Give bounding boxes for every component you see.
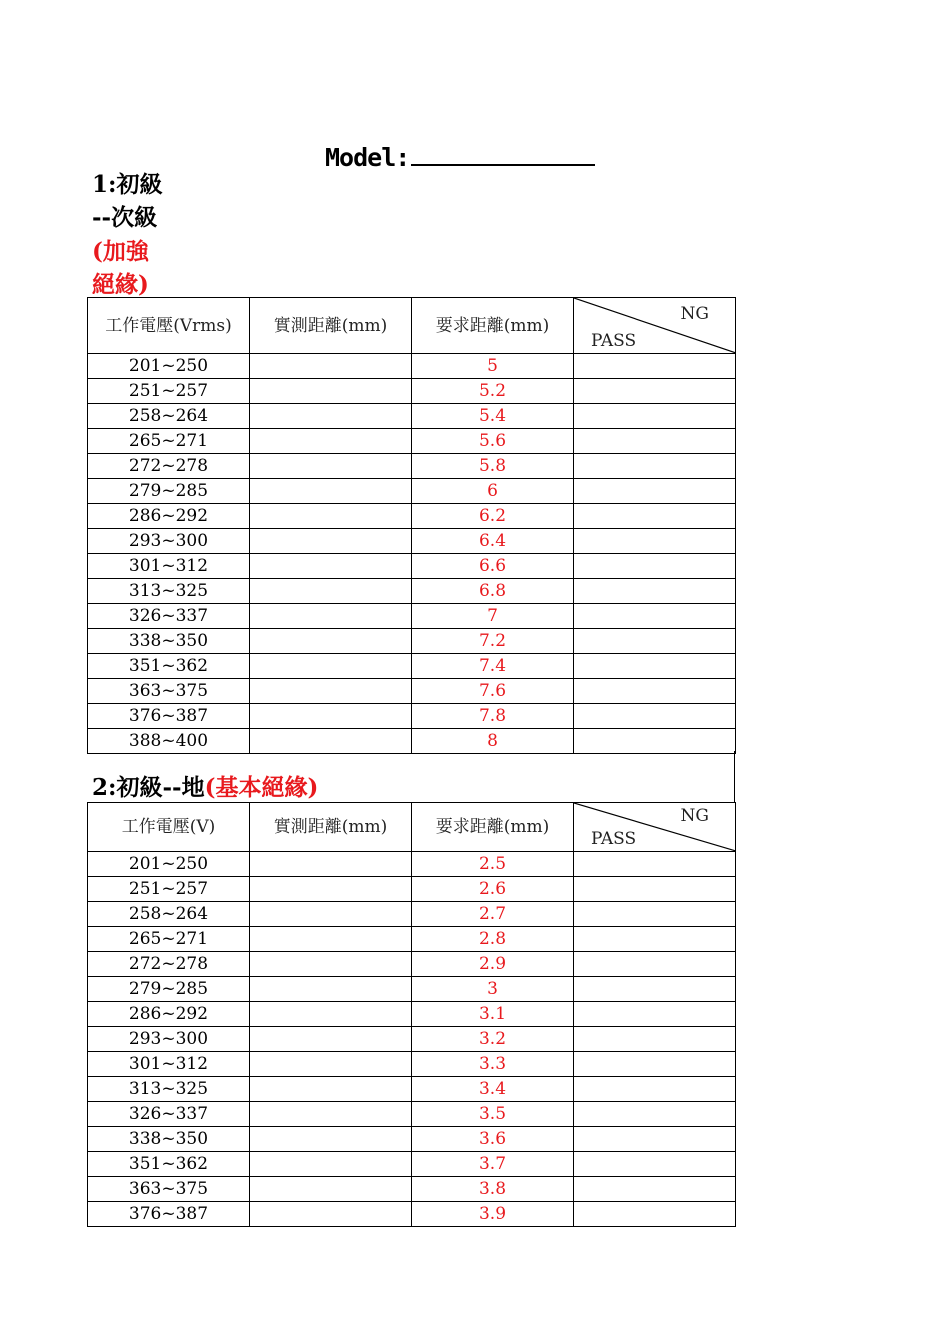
voltage-cell: 265~271	[88, 429, 250, 454]
voltage-cell: 301~312	[88, 1052, 250, 1077]
required-distance-cell: 7.4	[412, 654, 574, 679]
required-distance-cell: 7	[412, 604, 574, 629]
required-distance-cell: 6.6	[412, 554, 574, 579]
measured-distance-cell[interactable]	[250, 902, 412, 927]
header-working-voltage: 工作電壓(V)	[88, 803, 250, 852]
voltage-cell: 272~278	[88, 454, 250, 479]
table-row	[88, 504, 736, 529]
required-distance-cell: 3.1	[412, 1002, 574, 1027]
table-row	[88, 479, 736, 504]
pass-ng-cell[interactable]	[574, 354, 736, 379]
pass-ng-cell[interactable]	[574, 1127, 736, 1152]
measured-distance-cell[interactable]	[250, 1177, 412, 1202]
basic-insulation-table	[87, 802, 736, 1227]
table-row	[88, 952, 736, 977]
voltage-cell: 201~250	[88, 354, 250, 379]
table-row	[88, 379, 736, 404]
required-distance-cell: 6.2	[412, 504, 574, 529]
pass-ng-cell[interactable]	[574, 629, 736, 654]
table-row	[88, 1102, 736, 1127]
table-row	[88, 729, 736, 754]
measured-distance-cell[interactable]	[250, 504, 412, 529]
pass-ng-cell[interactable]	[574, 704, 736, 729]
pass-ng-cell[interactable]	[574, 404, 736, 429]
voltage-cell: 251~257	[88, 379, 250, 404]
table-row	[88, 704, 736, 729]
section1-title-line3: (加強	[92, 238, 149, 265]
measured-distance-cell[interactable]	[250, 429, 412, 454]
pass-ng-cell[interactable]	[574, 952, 736, 977]
measured-distance-cell[interactable]	[250, 1127, 412, 1152]
ng-label: NG	[680, 304, 709, 324]
voltage-cell: 351~362	[88, 1152, 250, 1177]
pass-ng-cell[interactable]	[574, 1002, 736, 1027]
voltage-cell: 313~325	[88, 579, 250, 604]
required-distance-cell: 7.8	[412, 704, 574, 729]
header-pass-ng	[574, 803, 736, 852]
table-row	[88, 429, 736, 454]
table-row	[88, 629, 736, 654]
voltage-cell: 326~337	[88, 1102, 250, 1127]
measured-distance-cell[interactable]	[250, 977, 412, 1002]
reinforced-insulation-table	[87, 297, 736, 754]
model-field	[325, 142, 595, 172]
voltage-cell: 251~257	[88, 877, 250, 902]
table-row	[88, 354, 736, 379]
header-pass-ng	[574, 298, 736, 354]
voltage-cell: 363~375	[88, 1177, 250, 1202]
required-distance-cell: 2.8	[412, 927, 574, 952]
measured-distance-cell[interactable]	[250, 1202, 412, 1227]
pass-ng-cell[interactable]	[574, 729, 736, 754]
pass-ng-cell[interactable]	[574, 529, 736, 554]
voltage-cell: 258~264	[88, 404, 250, 429]
header-required-distance: 要求距離(mm)	[412, 298, 574, 354]
required-distance-cell: 3	[412, 977, 574, 1002]
voltage-cell: 363~375	[88, 679, 250, 704]
required-distance-cell: 2.7	[412, 902, 574, 927]
table-header-row	[88, 298, 736, 354]
voltage-cell: 313~325	[88, 1077, 250, 1102]
measured-distance-cell[interactable]	[250, 454, 412, 479]
voltage-cell: 376~387	[88, 1202, 250, 1227]
table-row	[88, 654, 736, 679]
pass-ng-cell[interactable]	[574, 877, 736, 902]
pass-ng-cell[interactable]	[574, 1052, 736, 1077]
required-distance-cell: 6	[412, 479, 574, 504]
voltage-cell: 326~337	[88, 604, 250, 629]
section1-title-line2: --次級	[92, 204, 158, 231]
measured-distance-cell[interactable]	[250, 1052, 412, 1077]
model-blank-line[interactable]	[411, 142, 595, 166]
measured-distance-cell[interactable]	[250, 604, 412, 629]
required-distance-cell: 3.8	[412, 1177, 574, 1202]
required-distance-cell: 3.7	[412, 1152, 574, 1177]
voltage-cell: 272~278	[88, 952, 250, 977]
pass-ng-cell[interactable]	[574, 927, 736, 952]
table-row	[88, 579, 736, 604]
table-row	[88, 1152, 736, 1177]
required-distance-cell: 6.4	[412, 529, 574, 554]
measured-distance-cell[interactable]	[250, 379, 412, 404]
measured-distance-cell[interactable]	[250, 579, 412, 604]
table-row	[88, 1077, 736, 1102]
measured-distance-cell[interactable]	[250, 1002, 412, 1027]
table-row	[88, 404, 736, 429]
pass-label: PASS	[591, 829, 637, 849]
table-row	[88, 902, 736, 927]
pass-ng-cell[interactable]	[574, 679, 736, 704]
header-working-voltage: 工作電壓(Vrms)	[88, 298, 250, 354]
measured-distance-cell[interactable]	[250, 852, 412, 877]
pass-ng-cell[interactable]	[574, 454, 736, 479]
measured-distance-cell[interactable]	[250, 1027, 412, 1052]
voltage-cell: 258~264	[88, 902, 250, 927]
table-row	[88, 1052, 736, 1077]
table-row	[88, 877, 736, 902]
required-distance-cell: 2.5	[412, 852, 574, 877]
section1-title-line4: 絕緣)	[92, 271, 149, 298]
header-measured-distance: 實測距離(mm)	[250, 803, 412, 852]
pass-ng-cell[interactable]	[574, 479, 736, 504]
measured-distance-cell[interactable]	[250, 679, 412, 704]
pass-ng-cell[interactable]	[574, 1152, 736, 1177]
voltage-cell: 279~285	[88, 479, 250, 504]
table-row	[88, 852, 736, 877]
required-distance-cell: 3.4	[412, 1077, 574, 1102]
pass-ng-cell[interactable]	[574, 1202, 736, 1227]
measured-distance-cell[interactable]	[250, 877, 412, 902]
required-distance-cell: 2.9	[412, 952, 574, 977]
voltage-cell: 351~362	[88, 654, 250, 679]
pass-ng-cell[interactable]	[574, 1027, 736, 1052]
section2-title	[92, 771, 318, 804]
model-label: Model:	[325, 143, 410, 172]
voltage-cell: 338~350	[88, 629, 250, 654]
table-row	[88, 529, 736, 554]
table-row	[88, 927, 736, 952]
ng-label: NG	[680, 806, 709, 826]
table-row	[88, 1202, 736, 1227]
table-header-row	[88, 803, 736, 852]
required-distance-cell: 7.2	[412, 629, 574, 654]
pass-ng-cell[interactable]	[574, 1102, 736, 1127]
pass-ng-cell[interactable]	[574, 579, 736, 604]
section2-title-main: 2:初級--地	[92, 774, 205, 801]
table-row	[88, 1177, 736, 1202]
required-distance-cell: 5.4	[412, 404, 574, 429]
measured-distance-cell[interactable]	[250, 704, 412, 729]
measured-distance-cell[interactable]	[250, 1152, 412, 1177]
required-distance-cell: 3.3	[412, 1052, 574, 1077]
voltage-cell: 293~300	[88, 529, 250, 554]
pass-ng-cell[interactable]	[574, 379, 736, 404]
table-edge-line	[734, 751, 735, 803]
table-row	[88, 454, 736, 479]
measured-distance-cell[interactable]	[250, 729, 412, 754]
measured-distance-cell[interactable]	[250, 554, 412, 579]
table-row	[88, 604, 736, 629]
voltage-cell: 201~250	[88, 852, 250, 877]
required-distance-cell: 5.2	[412, 379, 574, 404]
voltage-cell: 286~292	[88, 504, 250, 529]
pass-ng-cell[interactable]	[574, 604, 736, 629]
table-row	[88, 554, 736, 579]
pass-ng-cell[interactable]	[574, 1077, 736, 1102]
pass-ng-cell[interactable]	[574, 977, 736, 1002]
pass-ng-cell[interactable]	[574, 554, 736, 579]
pass-ng-cell[interactable]	[574, 504, 736, 529]
table-row	[88, 1127, 736, 1152]
section1-title-line1: 1:初級	[92, 171, 163, 198]
pass-ng-cell[interactable]	[574, 902, 736, 927]
voltage-cell: 265~271	[88, 927, 250, 952]
pass-ng-cell[interactable]	[574, 654, 736, 679]
measured-distance-cell[interactable]	[250, 404, 412, 429]
voltage-cell: 286~292	[88, 1002, 250, 1027]
pass-ng-cell[interactable]	[574, 852, 736, 877]
voltage-cell: 301~312	[88, 554, 250, 579]
required-distance-cell: 3.9	[412, 1202, 574, 1227]
voltage-cell: 376~387	[88, 704, 250, 729]
table-row	[88, 1002, 736, 1027]
section2-title-accent: (基本絕緣)	[204, 774, 319, 801]
required-distance-cell: 3.5	[412, 1102, 574, 1127]
required-distance-cell: 3.2	[412, 1027, 574, 1052]
required-distance-cell: 7.6	[412, 679, 574, 704]
table-row	[88, 1027, 736, 1052]
measured-distance-cell[interactable]	[250, 927, 412, 952]
measured-distance-cell[interactable]	[250, 1102, 412, 1127]
measured-distance-cell[interactable]	[250, 952, 412, 977]
measured-distance-cell[interactable]	[250, 354, 412, 379]
voltage-cell: 338~350	[88, 1127, 250, 1152]
voltage-cell: 293~300	[88, 1027, 250, 1052]
header-measured-distance: 實測距離(mm)	[250, 298, 412, 354]
required-distance-cell: 5	[412, 354, 574, 379]
table-row	[88, 679, 736, 704]
header-required-distance: 要求距離(mm)	[412, 803, 574, 852]
measured-distance-cell[interactable]	[250, 529, 412, 554]
pass-ng-cell[interactable]	[574, 1177, 736, 1202]
table-row	[88, 977, 736, 1002]
measured-distance-cell[interactable]	[250, 1077, 412, 1102]
voltage-cell: 279~285	[88, 977, 250, 1002]
required-distance-cell: 8	[412, 729, 574, 754]
voltage-cell: 388~400	[88, 729, 250, 754]
required-distance-cell: 3.6	[412, 1127, 574, 1152]
measured-distance-cell[interactable]	[250, 479, 412, 504]
required-distance-cell: 5.8	[412, 454, 574, 479]
measured-distance-cell[interactable]	[250, 654, 412, 679]
required-distance-cell: 6.8	[412, 579, 574, 604]
required-distance-cell: 5.6	[412, 429, 574, 454]
measured-distance-cell[interactable]	[250, 629, 412, 654]
required-distance-cell: 2.6	[412, 877, 574, 902]
pass-label: PASS	[591, 331, 637, 351]
pass-ng-cell[interactable]	[574, 429, 736, 454]
